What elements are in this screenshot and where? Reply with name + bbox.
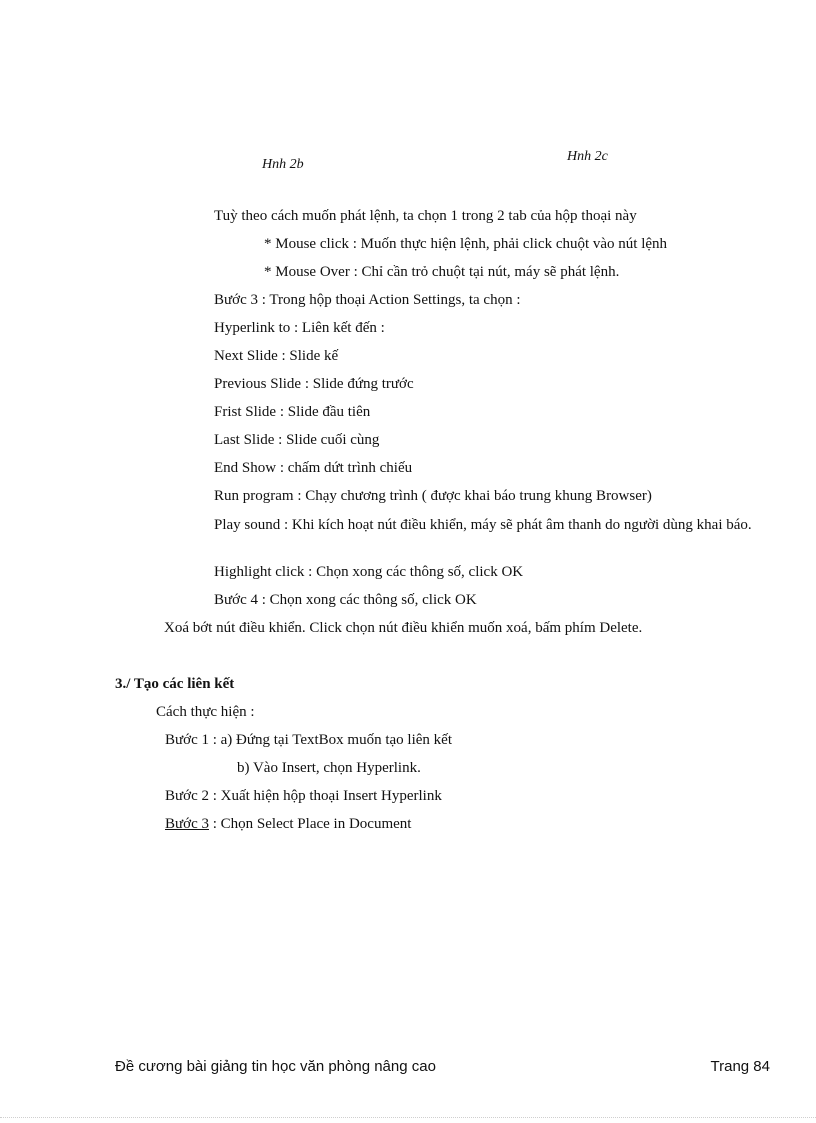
delete-note-text: Xoá bớt nút điều khiển. Click chọn nút điều khiển muốn xoá, bấm phím Delete. <box>164 620 643 636</box>
intro-text: Tuỳ theo cách muốn phát lệnh, ta chọn 1 trong 2 tab của hộp thoại này <box>214 208 637 224</box>
step3-text: Bước 3 : Trong hộp thoại Action Settings, ta chọn : <box>214 292 521 308</box>
end-show-text: End Show : chấm dứt trình chiếu <box>214 460 413 476</box>
section3-step3-rest: : Chọn Select Place in Document <box>208 816 412 832</box>
last-slide-text: Last Slide : Slide cuối cùng <box>214 432 380 448</box>
how-to-text: Cách thực hiện : <box>156 704 255 720</box>
footer-title: Đề cương bài giảng tin học văn phòng nâng cao <box>115 1057 436 1075</box>
next-slide-text: Next Slide : Slide kế <box>214 348 339 364</box>
footer-page-number: Trang 84 <box>710 1057 770 1075</box>
highlight-click-text: Highlight click : Chọn xong các thông số, click OK <box>214 564 524 580</box>
hyperlink-to-text: Hyperlink to : Liên kết đến : <box>214 320 385 336</box>
figure-caption-2b: Hnh 2b <box>262 157 304 172</box>
play-sound-paragraph: Play sound : Khi kích hoạt nút điều khiển, máy sẽ phát âm thanh do người dùng khai báo. <box>214 517 752 533</box>
bottom-divider <box>0 1117 816 1118</box>
section3-step2-text: Bước 2 : Xuất hiện hộp thoại Insert Hyperlink <box>165 788 442 804</box>
step4-text: Bước 4 : Chọn xong các thông số, click OK <box>214 592 477 608</box>
page-footer <box>115 1056 770 1076</box>
section3-step3-label: Bước 3 <box>165 816 209 832</box>
section3-step3-line <box>165 815 411 833</box>
run-program-text: Run program : Chạy chương trình ( được khai báo trung khung Browser) <box>214 488 652 504</box>
section3-step1b-text: b) Vào Insert, chọn Hyperlink. <box>237 760 421 776</box>
section3-step1a-text: Bước 1 : a) Đứng tại TextBox muốn tạo liên kết <box>165 732 452 748</box>
mouse-click-text: * Mouse click : Muốn thực hiện lệnh, phải click chuột vào nút lệnh <box>264 236 668 252</box>
previous-slide-text: Previous Slide : Slide đứng trước <box>214 376 414 392</box>
mouse-over-text: * Mouse Over : Chỉ cần trỏ chuột tại nút, máy sẽ phát lệnh. <box>264 264 620 280</box>
section-3-heading: 3./ Tạo các liên kết <box>115 676 235 692</box>
first-slide-text: Frist Slide : Slide đầu tiên <box>214 404 371 420</box>
figure-caption-2c: Hnh 2c <box>567 149 608 164</box>
